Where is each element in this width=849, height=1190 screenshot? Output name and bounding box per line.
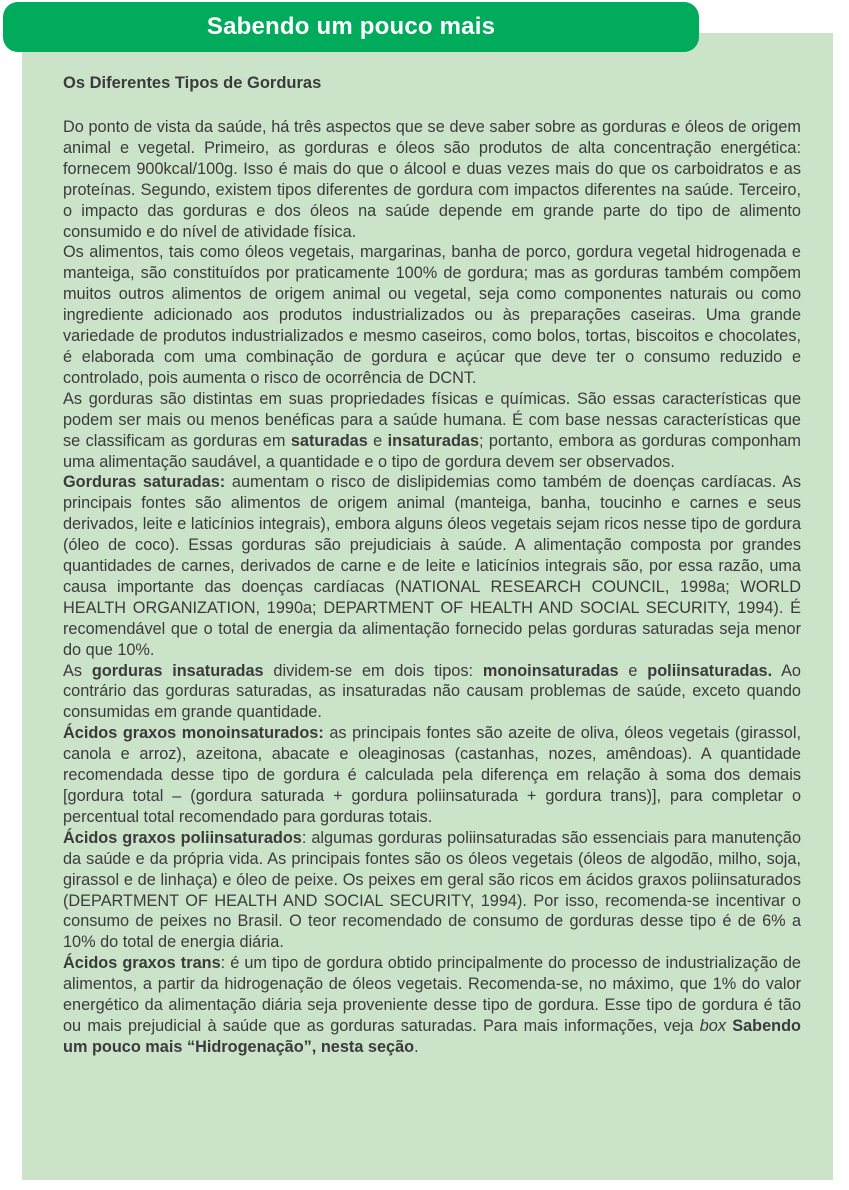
text-segment: insaturadas bbox=[387, 431, 480, 450]
text-segment: Os alimentos, tais como óleos vegetais, margarinas, banha de porco, gordura vegetal hidrogenada e manteiga, são constituídos por praticamente 100% de gordura; mas as gorduras também compõem muitos outros alimentos de origem animal ou vegetal, seja como componentes naturais ou como ingrediente adicionado aos produtos industrializados ou às preparações caseiras. Uma grande variedade de produtos industrializados e mesmo caseiros, como bolos, tortas, biscoitos e chocolates, é elaborada com uma combinação de gordura e açúcar que deve ter o consumo reduzido e controlado, pois aumenta o risco de ocorrência de DCNT. bbox=[63, 243, 801, 387]
banner-title: Sabendo um pouco mais bbox=[206, 13, 496, 40]
text-segment: : é um tipo de gordura obtido principalmente do processo de industrialização de alimentos, a partir da hidrogenação de óleos vegetais. Recomenda-se, no máximo, que 1% do valor energético da alimentação diária seja proveniente desse tipo de gordura. Esse tipo de gordura é tão ou mais prejudicial à saúde que as gorduras saturadas. Para mais informações, veja bbox=[63, 954, 801, 1035]
text-segment: gorduras insaturadas bbox=[91, 661, 264, 680]
text-segment: As bbox=[63, 661, 92, 680]
header-banner bbox=[3, 2, 699, 52]
paragraph bbox=[63, 242, 801, 388]
paragraph bbox=[63, 953, 801, 1058]
info-box bbox=[22, 33, 833, 1180]
box-content bbox=[63, 73, 801, 1058]
text-segment: as principais fontes são azeite de oliva, óleos vegetais (girassol, canola e arroz), azeitona, abacate e oleaginosas (castanhas, nozes, amêndoas). A quantidade recomendada desse tipo de gordura é calculada pela diferença em relação à soma dos demais [gordura total – (gordura saturada + gordura poliinsaturada + gordura trans)], para completar o percentual total recomendado para gorduras totais. bbox=[63, 724, 801, 826]
text-segment: : algumas gorduras poliinsaturadas são essenciais para manutenção da saúde e da própria vida. As principais fontes são os óleos vegetais (óleos de algodão, milho, soja, girassol e de linhaça) e óleo de peixe. Os peixes em geral são ricos em ácidos graxos poliinsaturados (DEPARTMENT OF HEALTH AND SOCIAL SECURITY, 1994). Por isso, recomenda-se incentivar o consumo de peixes no Brasil. O teor recomendado de consumo de gorduras desse tipo é de 6% a 10% do total de energia diária. bbox=[63, 828, 801, 952]
text-segment: e bbox=[618, 661, 648, 680]
section-heading: Os Diferentes Tipos de Gorduras bbox=[63, 74, 322, 92]
text-segment: saturadas bbox=[290, 431, 368, 450]
text-segment: Sabendo um pouco mais “Hidrogenação”, bbox=[63, 1016, 801, 1056]
paragraph bbox=[63, 472, 801, 660]
paragraph bbox=[63, 661, 801, 724]
text-segment: Ao contrário das gorduras saturadas, as insaturadas não causam problemas de saúde, exceto quando consumidas em grande quantidade. bbox=[63, 661, 801, 722]
text-segment: e bbox=[367, 431, 388, 450]
text-segment: As gorduras são distintas em suas propriedades físicas e químicas. São essas características que podem ser mais ou menos benéficas para a saúde humana. É com base nessas características que se classificam as gorduras em bbox=[63, 389, 801, 450]
text-segment: Ácidos graxos poliinsaturados bbox=[63, 828, 302, 847]
text-segment: box bbox=[699, 1016, 726, 1035]
paragraph bbox=[63, 723, 801, 828]
text-segment: monoinsaturadas bbox=[482, 661, 619, 680]
text-segment: Ácidos graxos trans bbox=[63, 954, 221, 973]
box-paragraphs bbox=[63, 117, 801, 1058]
text-segment: poliinsaturadas. bbox=[647, 661, 773, 680]
text-segment: Ácidos graxos monoinsaturados: bbox=[63, 724, 324, 743]
text-segment: aumentam o risco de dislipidemias como também de doenças cardíacas. As principais fontes são alimentos de origem animal (manteiga, banha, toucinho e carnes e seus derivados, leite e laticínios integrais), embora alguns óleos vegetais sejam ricos nesse tipo de gordura (óleo de coco). Essas gorduras são prejudiciais à saúde. A alimentação composta por grandes quantidades de carnes, derivados de carne e de leite e laticínios integrais são, por essa razão, uma causa importante das doenças cardíacas (NATIONAL RESEARCH COUNCIL, 1998a; WORLD HEALTH ORGANIZATION, 1990a; DEPARTMENT OF HEALTH AND SOCIAL SECURITY, 1994). É recomendável que o total de energia da alimentação fornecido pelas gorduras saturadas seja menor do que 10%. bbox=[63, 473, 801, 659]
text-segment: dividem-se em dois tipos: bbox=[263, 661, 483, 680]
text-segment: nesta seção bbox=[320, 1037, 415, 1056]
text-segment: Gorduras saturadas: bbox=[63, 473, 226, 492]
paragraph bbox=[63, 117, 801, 242]
text-segment: . bbox=[414, 1037, 419, 1056]
paragraph bbox=[63, 828, 801, 953]
paragraph bbox=[63, 389, 801, 473]
text-segment: Do ponto de vista da saúde, há três aspectos que se deve saber sobre as gorduras e óleos de origem animal e vegetal. Primeiro, as gorduras e óleos são produtos de alta concentração energética: fornecem 900kcal/100g. Isso é mais do que o álcool e duas vezes mais do que os carboidratos e as proteínas. Segundo, existem tipos diferentes de gordura com impactos diferentes na saúde. Terceiro, o impacto das gorduras e dos óleos na saúde depende em grande parte do tipo de alimento consumido e do nível de atividade física. bbox=[63, 118, 801, 241]
text-segment: ; portanto, embora as gorduras componham uma alimentação saudável, a quantidade e o tipo de gordura devem ser observados. bbox=[63, 431, 801, 471]
